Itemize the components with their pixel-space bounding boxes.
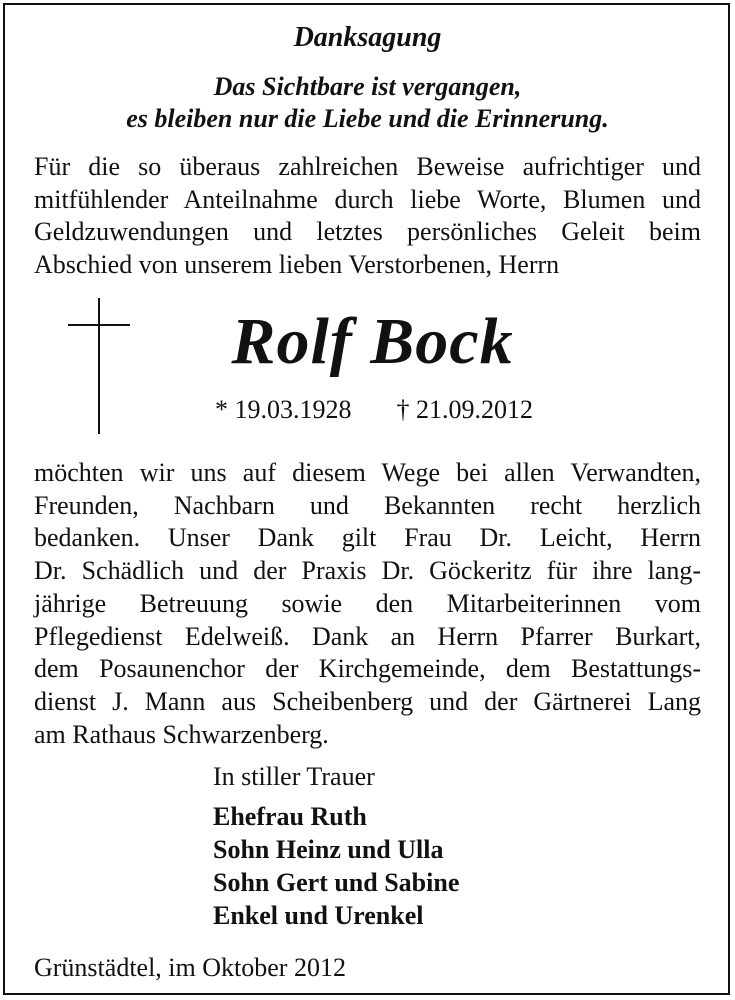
heading: Danksagung (293, 22, 442, 53)
mourner-name: Enkel und Urenkel (213, 901, 424, 930)
mourner-name: Sohn Heinz und Ulla (213, 835, 444, 864)
thanks-line: jährige Betreuung sowie den Mitarbeiterinnen vom (34, 588, 701, 618)
thanks-paragraph (34, 457, 701, 751)
mourner-name: Ehefrau Ruth (213, 802, 367, 831)
thanks-line: Dr. Schädlich und der Praxis Dr. Göckeritz für ihre lang- (34, 556, 701, 586)
mourner-name: Sohn Gert und Sabine (213, 868, 460, 897)
mourners-intro: In stiller Trauer (213, 762, 375, 791)
cross-icon-bar (68, 324, 130, 326)
thanks-line: möchten wir uns auf diesem Wege bei allen Verwandten, (34, 458, 701, 487)
intro-paragraph (34, 151, 701, 282)
thanks-line: dem Posaunenchor der Kirchgemeinde, dem Bestattungs- (34, 654, 701, 684)
intro-line: Für die so überaus zahlreichen Beweise aufrichtiger und (34, 152, 701, 181)
intro-line: Abschied von unserem lieben Verstorbenen, Herrn (34, 250, 560, 280)
intro-line: mitfühlender Anteilnahme durch liebe Worte, Blumen und (34, 184, 701, 214)
life-dates (215, 395, 533, 425)
thanks-line: am Rathaus Schwarzenberg. (34, 719, 329, 749)
thanks-line: Freunden, Nachbarn und Bekannten recht herzlich (34, 490, 701, 520)
birth-date: * 19.03.1928 (215, 395, 352, 424)
thanks-line: Pflegedienst Edelweiß. Dank an Herrn Pfarrer Burkart, (34, 621, 701, 651)
deceased-name: Rolf Bock (231, 305, 514, 378)
thanks-line: bedanken. Unser Dank gilt Frau Dr. Leicht, Herrn (34, 523, 701, 553)
thanks-line: dienst J. Mann aus Scheibenberg und der Gärtnerei Lang (34, 686, 701, 716)
death-date: † 21.09.2012 (396, 395, 533, 424)
place-date: Grünstädtel, im Oktober 2012 (34, 953, 346, 982)
cross-icon (98, 298, 100, 434)
intro-line: Geldzuwendungen und letztes persönliches Geleit beim (34, 217, 701, 247)
motto-line-2: es bleiben nur die Liebe und die Erinnerung. (126, 104, 609, 133)
motto-line-1: Das Sichtbare ist vergangen, (213, 72, 522, 101)
